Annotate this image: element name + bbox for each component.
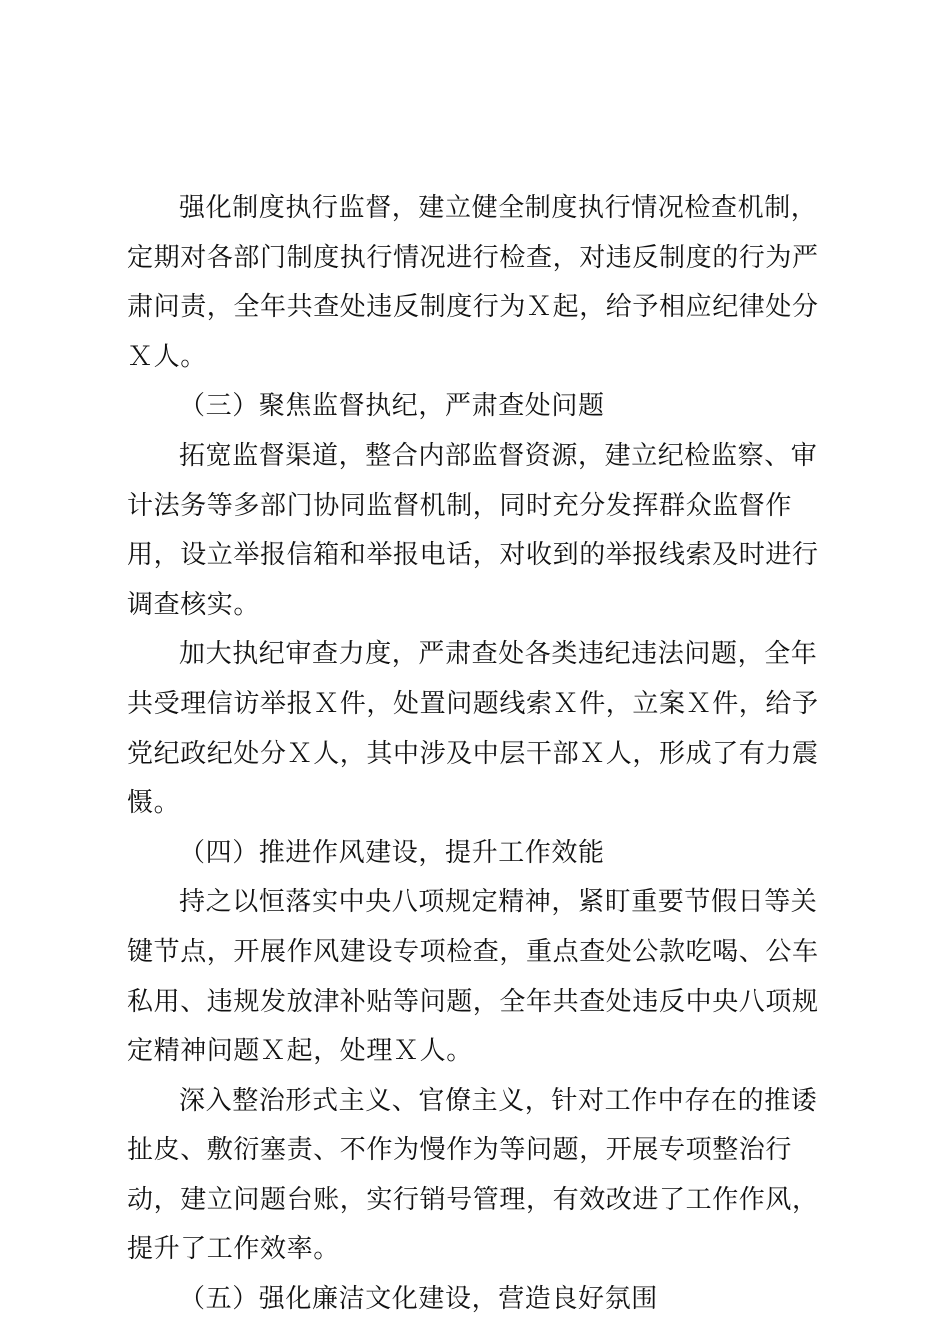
section-heading-3: （三）聚焦监督执纪，严肃查处问题 [179,391,605,422]
paragraph-formalism-rectification: 深入整治形式主义、官僚主义，针对工作中存在的推诿扯皮、敷衍塞责、不作为慢作为等问题，开展专项整治行动，建立问题台账，实行销号管理，有效改进了工作作风，提升了工作效率。 [127,1085,819,1265]
paragraph-supervision-channels: 拓宽监督渠道，整合内部监督资源，建立纪检监察、审计法务等多部门协同监督机制，同时充分发挥群众监督作用，设立举报信箱和举报电话，对收到的举报线索及时进行调查核实。 [127,440,819,620]
paragraph-system-enforcement: 强化制度执行监督，建立健全制度执行情况检查机制，定期对各部门制度执行情况进行检查，对违反制度的行为严肃问责，全年共查处违反制度行为Ｘ起，给予相应纪律处分Ｘ人。 [127,193,819,372]
section-heading-4: （四）推进作风建设，提升工作效能 [179,837,605,868]
paragraph-discipline-review: 加大执纪审查力度，严肃查处各类违纪违法问题，全年共受理信访举报Ｘ件，处置问题线索Ｘ件，立案Ｘ件，给予党纪政纪处分Ｘ人，其中涉及中层干部Ｘ人，形成了有力震慑。 [127,639,819,819]
paragraph-eight-regulations: 持之以恒落实中央八项规定精神，紧盯重要节假日等关键节点，开展作风建设专项检查，重点查处公款吃喝、公车私用、违规发放津补贴等问题，全年共查处违反中央八项规定精神问题Ｘ起，处理Ｘ人。 [127,887,819,1067]
section-heading-5: （五）强化廉洁文化建设，营造良好氛围 [179,1284,658,1315]
document-body [127,184,833,1325]
